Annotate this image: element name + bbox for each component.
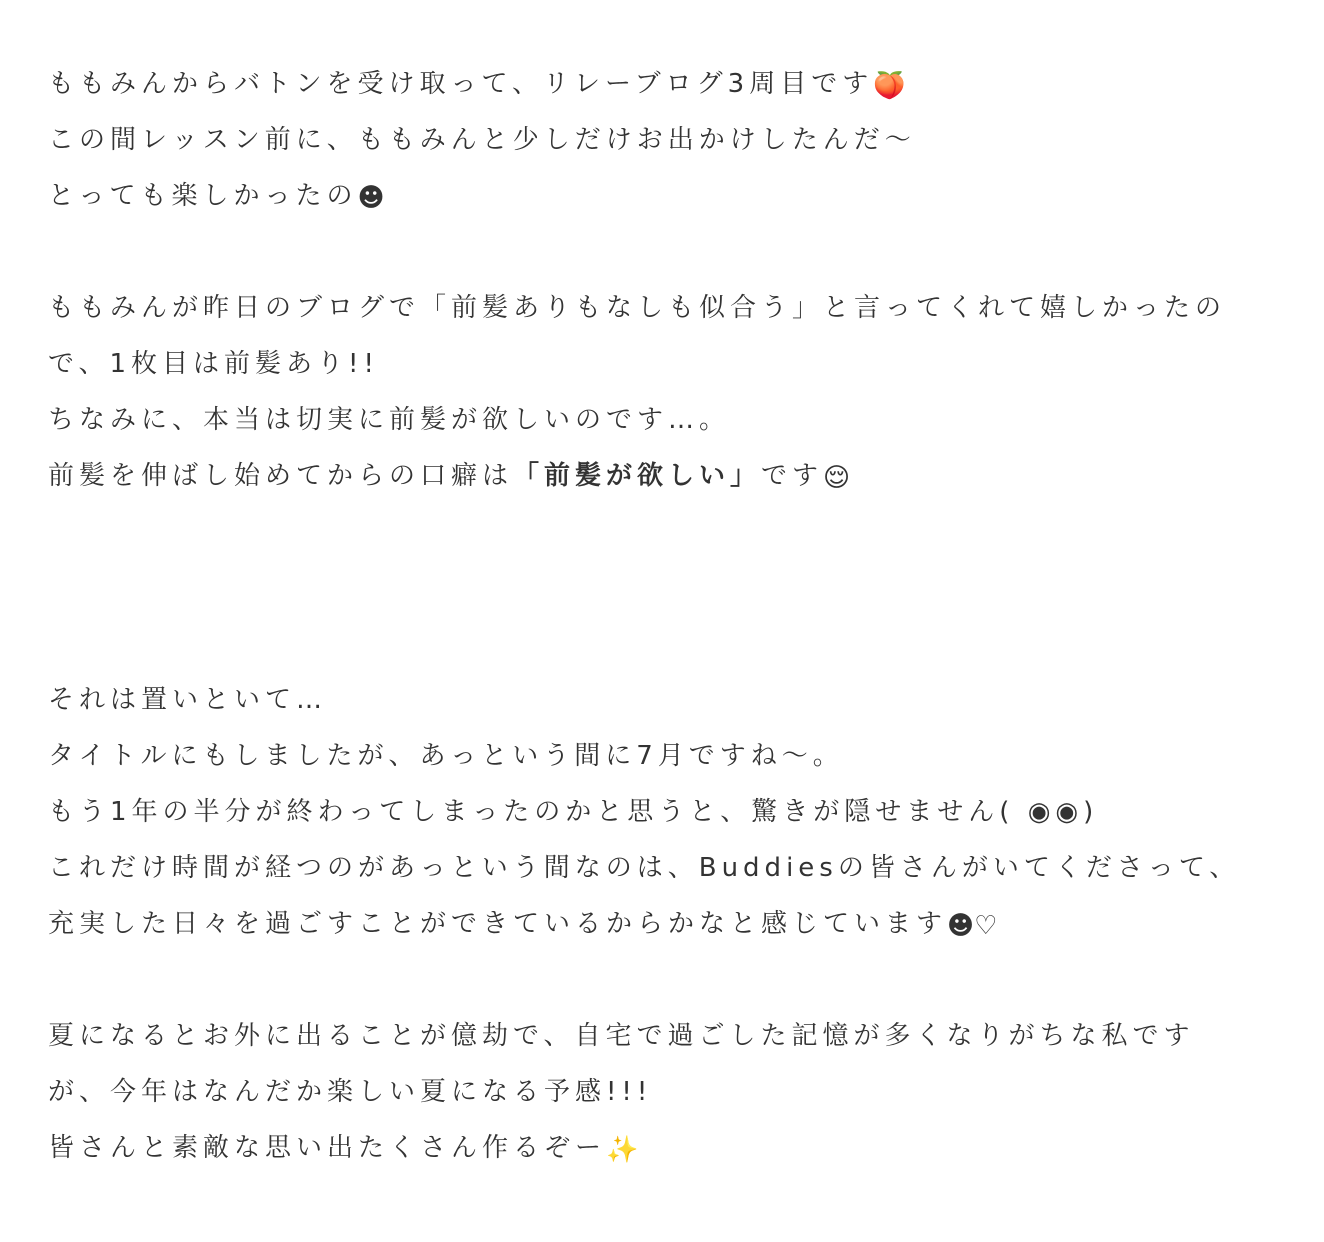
text-line <box>48 672 1288 728</box>
relieved-face-emoji-icon: 😌 <box>823 463 851 493</box>
line-text: 皆さんと素敵な思い出たくさん作るぞー <box>48 1133 607 1163</box>
text-line <box>48 1064 1288 1120</box>
line-text: 前髪を伸ばし始めてからの口癖は <box>48 461 514 491</box>
text-line <box>48 1008 1288 1064</box>
line-text: 充実した日々を過ごすことができているからかなと感じています <box>48 909 948 939</box>
text-line <box>48 1120 1288 1176</box>
line-text: もう1年の半分が終わってしまったのかと思うと、驚きが隠せません( ◉◉) <box>48 797 1099 827</box>
paragraph-spacer <box>48 224 1288 280</box>
text-line <box>48 392 1288 448</box>
line-text: ももみんからバトンを受け取って、リレーブログ3周目です <box>48 69 874 99</box>
text-line <box>48 784 1288 840</box>
text-line <box>48 336 1288 392</box>
smiley-heart-icon: ☻♡ <box>947 911 998 941</box>
smiley-icon: ☻ <box>357 183 385 213</box>
bold-phrase: 「前髪が欲しい」 <box>513 461 762 491</box>
line-text: タイトルにもしましたが、あっという間に7月ですね〜。 <box>48 741 844 771</box>
text-line <box>48 168 1288 224</box>
line-text: が、今年はなんだか楽しい夏になる予感!!! <box>48 1077 653 1107</box>
line-text: で、1枚目は前髪あり!! <box>48 349 379 379</box>
paragraph-spacer-large <box>48 504 1288 672</box>
peach-emoji-icon: 🍑 <box>873 71 906 101</box>
line-text: 夏になるとお外に出ることが億劫で、自宅で過ごした記憶が多くなりがちな私です <box>48 1021 1195 1051</box>
text-line <box>48 56 1288 112</box>
line-text: これだけ時間が経つのがあっという間なのは、Buddiesの皆さんがいてくださって、 <box>48 853 1241 883</box>
line-text: です <box>761 461 824 491</box>
text-line <box>48 728 1288 784</box>
blog-article-body <box>48 56 1288 1176</box>
text-line <box>48 840 1288 896</box>
text-line <box>48 280 1288 336</box>
line-text: ちなみに、本当は切実に前髪が欲しいのです…。 <box>48 405 731 435</box>
text-line <box>48 448 1288 504</box>
line-text: とっても楽しかったの <box>48 181 358 211</box>
line-text: この間レッスン前に、ももみんと少しだけお出かけしたんだ〜 <box>48 125 916 155</box>
line-text: ももみんが昨日のブログで「前髪ありもなしも似合う」と言ってくれて嬉しかったの <box>48 293 1227 323</box>
text-line <box>48 896 1288 952</box>
sparkles-emoji-icon: ✨ <box>606 1135 639 1165</box>
line-text: それは置いといて… <box>48 685 328 715</box>
paragraph-spacer <box>48 952 1288 1008</box>
text-line <box>48 112 1288 168</box>
